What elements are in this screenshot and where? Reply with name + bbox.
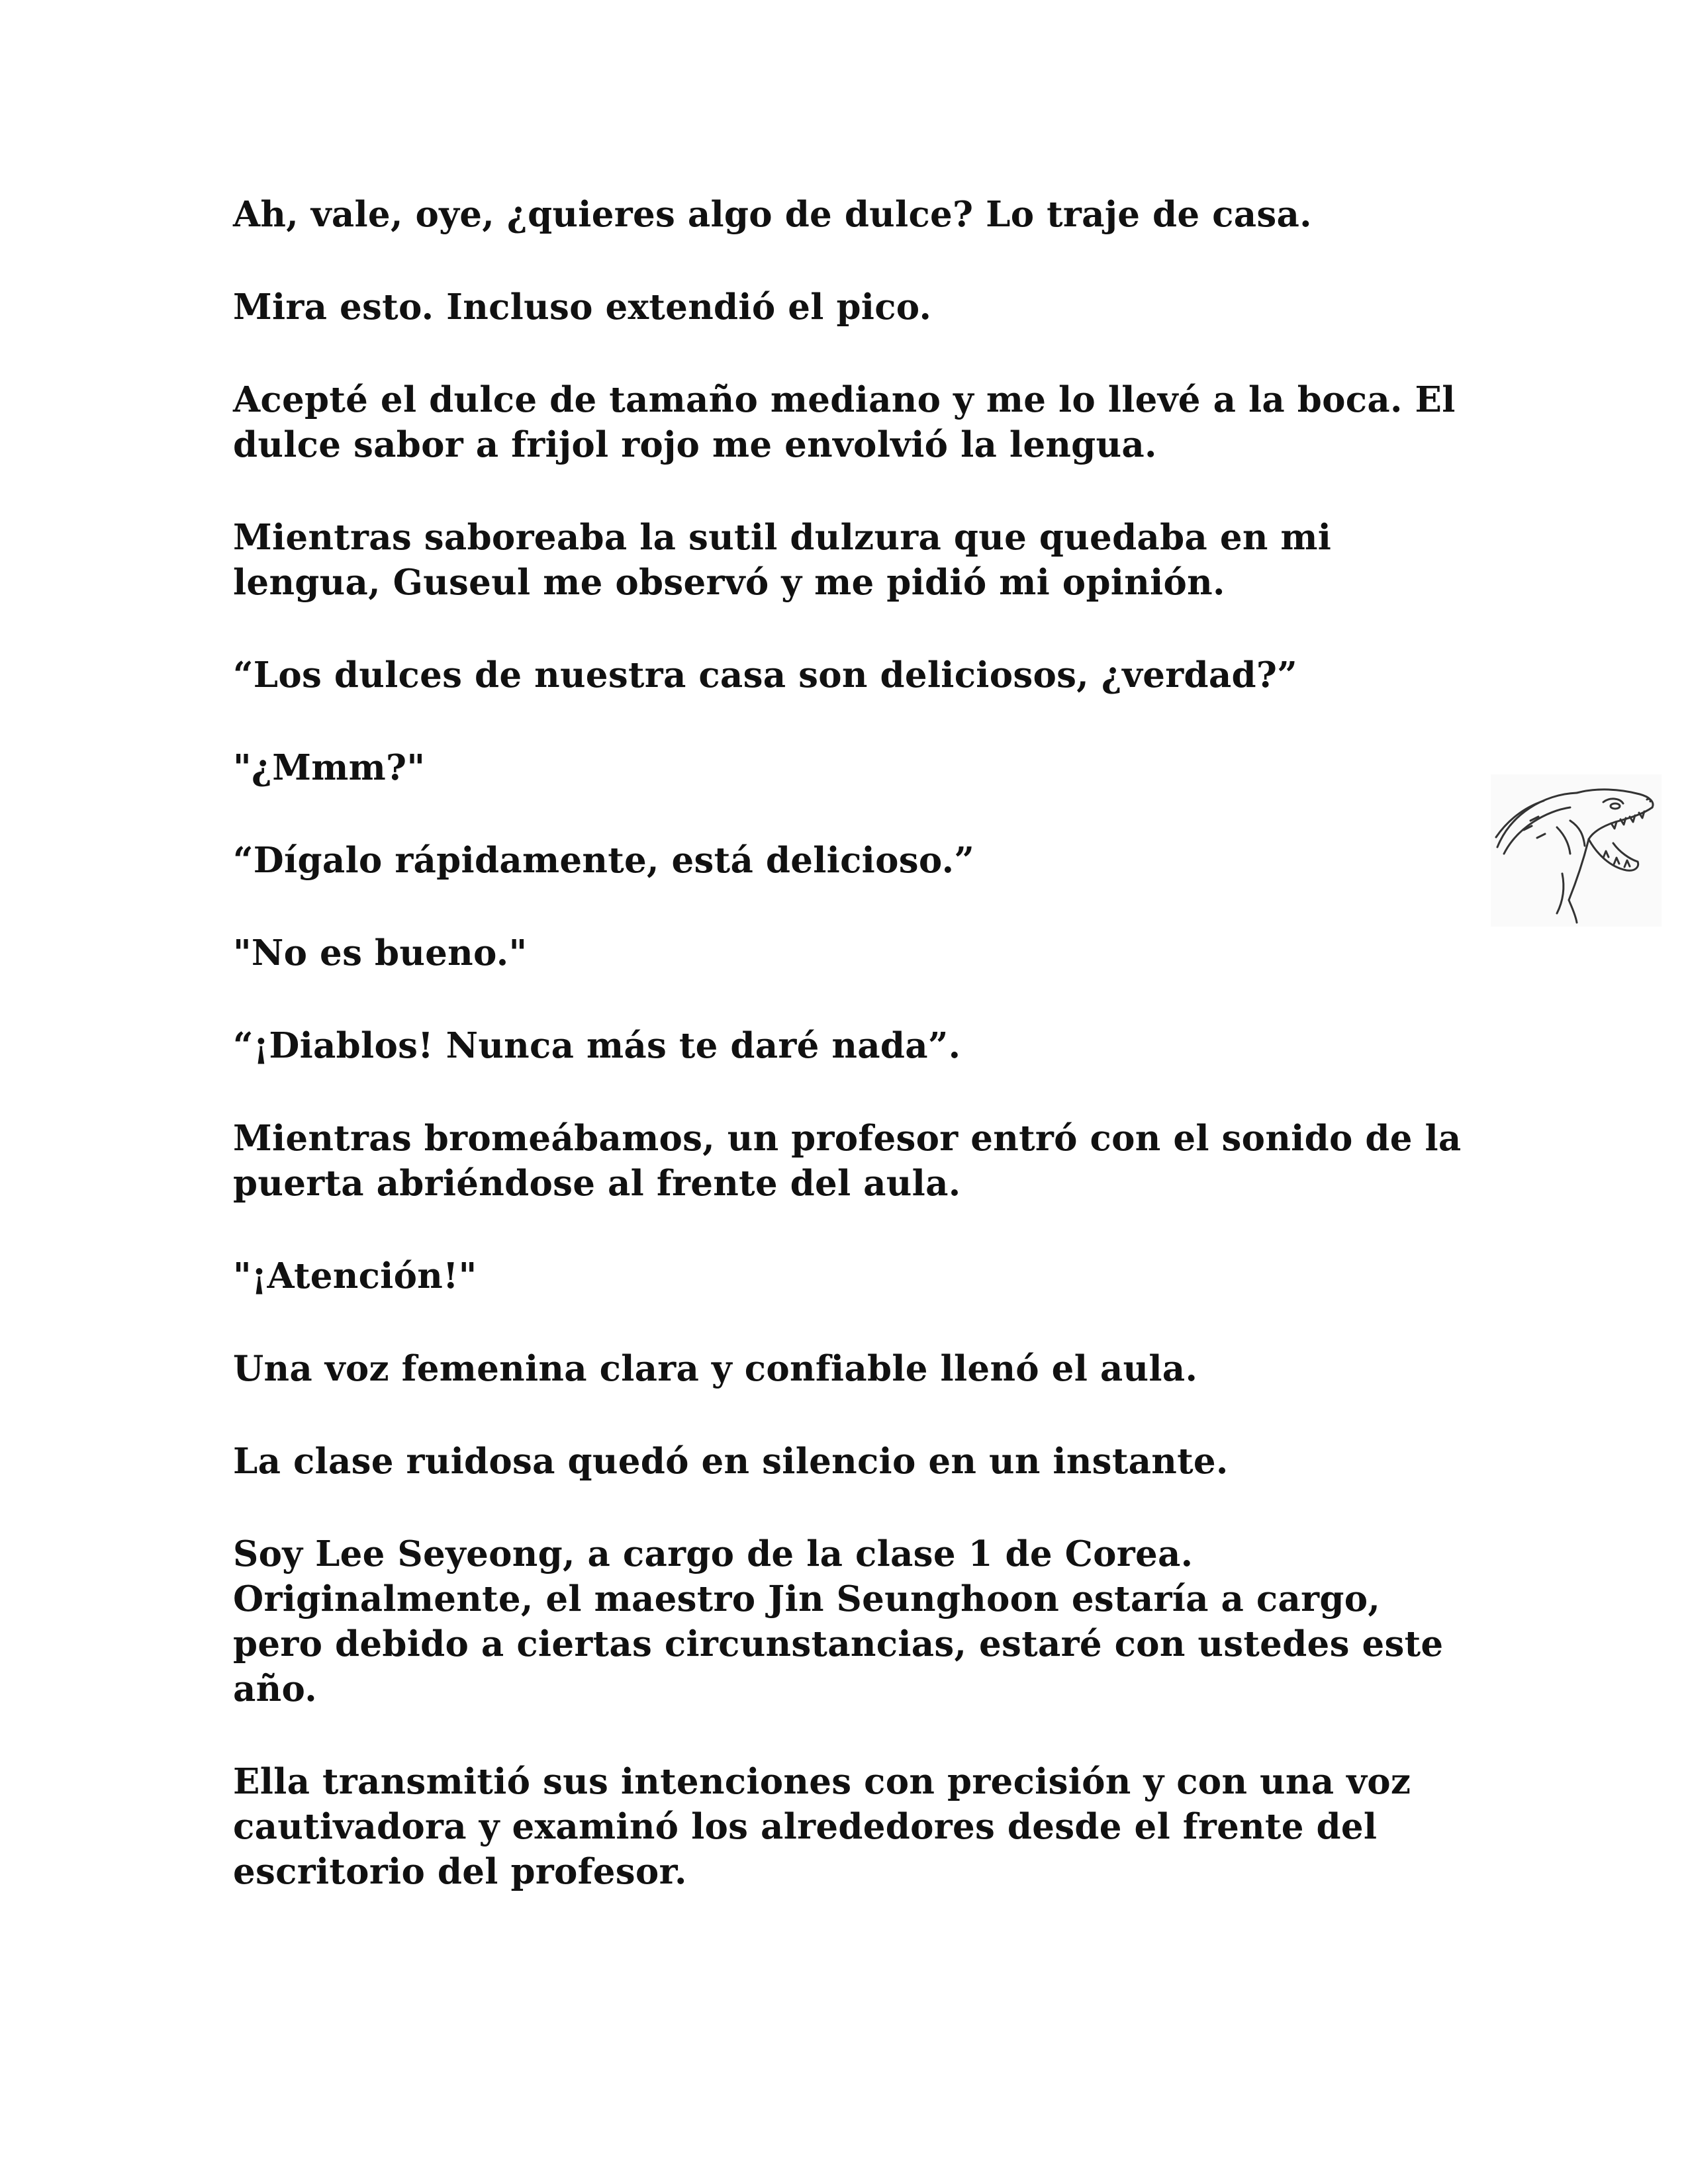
body-text: [233, 192, 1477, 1942]
paragraph: Ella transmitió sus intenciones con precisión y con una voz cautivadora y examinó los alrededores desde el frente del escritorio del profesor.: [233, 1761, 1411, 1892]
paragraph: Soy Lee Seyeong, a cargo de la clase 1 de Corea. Originalmente, el maestro Jin Seunghoon estaría a cargo, pero debido a ciertas circunstancias, estaré con ustedes este año.: [233, 1533, 1444, 1709]
paragraph: "¿Mmm?": [233, 747, 426, 788]
paragraph: “Dígalo rápidamente, está delicioso.”: [233, 840, 975, 881]
paragraph: Mientras saboreaba la sutil dulzura que quedaba en mi lengua, Guseul me observó y me pidió mi opinión.: [233, 517, 1332, 603]
paragraph: La clase ruidosa quedó en silencio en un instante.: [233, 1441, 1229, 1482]
paragraph: Acepté el dulce de tamaño mediano y me lo llevé a la boca. El dulce sabor a frijol rojo me envolvió la lengua.: [233, 379, 1456, 465]
paragraph: "¡Atención!": [233, 1255, 477, 1297]
paragraph: “¡Diablos! Nunca más te daré nada”.: [233, 1025, 961, 1066]
paragraph: Una voz femenina clara y confiable llenó el aula.: [233, 1348, 1198, 1389]
dinosaur-head-icon: [1491, 774, 1662, 927]
paragraph: Mira esto. Incluso extendió el pico.: [233, 287, 932, 328]
paragraph: "No es bueno.": [233, 933, 528, 974]
paragraph: Ah, vale, oye, ¿quieres algo de dulce? Lo traje de casa.: [233, 194, 1312, 235]
paragraph: “Los dulces de nuestra casa son deliciosos, ¿verdad?”: [233, 655, 1297, 696]
paragraph: Mientras bromeábamos, un profesor entró con el sonido de la puerta abriéndose al frente del aula.: [233, 1118, 1462, 1204]
